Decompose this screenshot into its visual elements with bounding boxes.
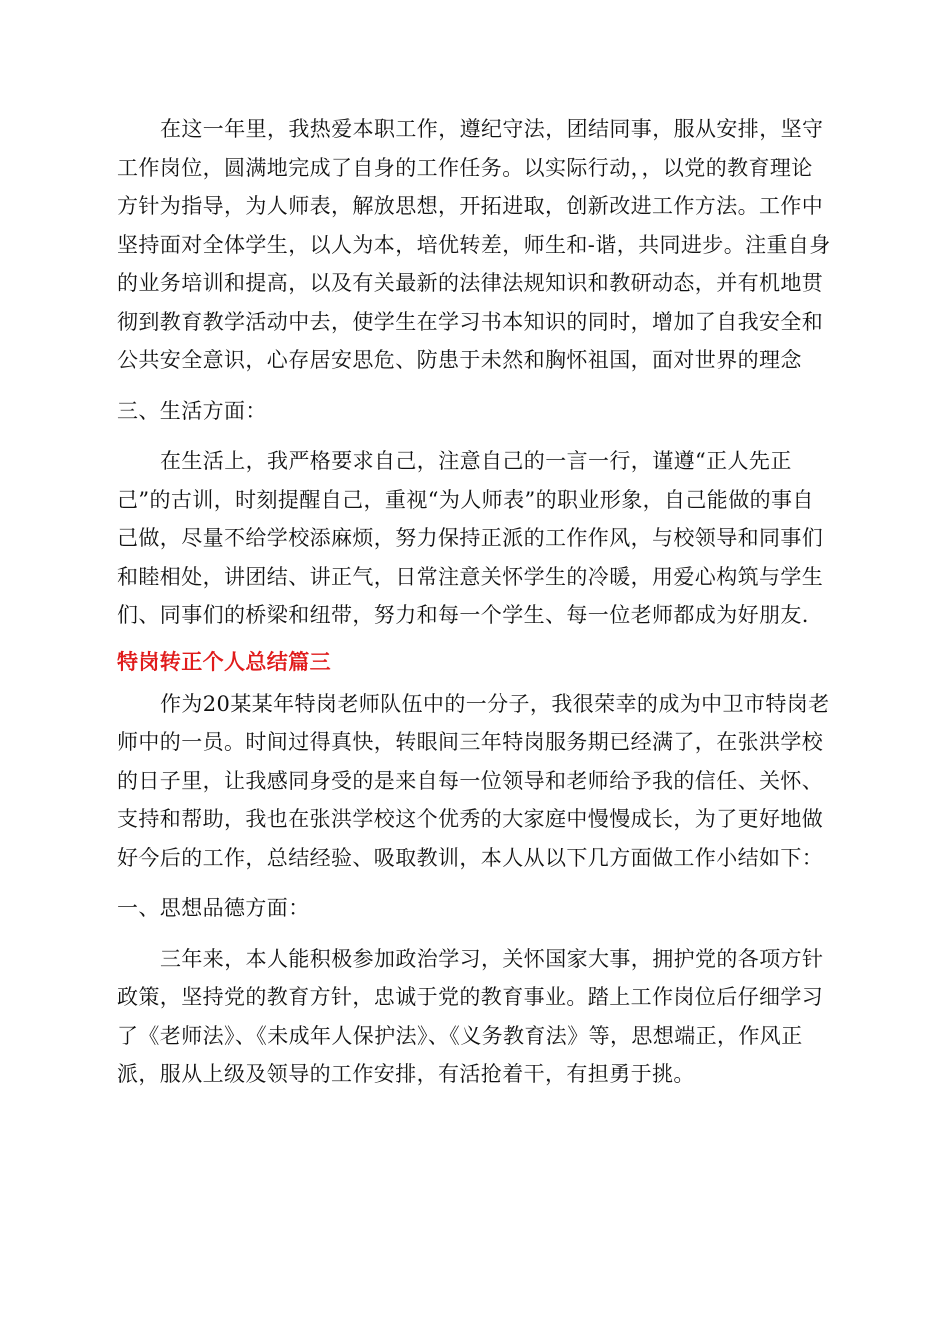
paragraph-ideology: 三年来，本人能积极参加政治学习，关怀国家大事，拥护党的各项方针政策，坚持党的教育方针，忠诚于党的教育事业。踏上工作岗位后仔细学习了《老师法》、《未成年人保护法》、《义务教育法》等，思想端正，作风正派，服从上级及领导的工作安排，有活抢着干，有担勇于挑。	[117, 946, 824, 1086]
paragraph-introduction: 作为20某某年特岗老师队伍中的一分子，我很荣幸的成为中卫市特岗老师中的一员。时间过得真快，转眼间三年特岗服务期已经满了，在张洪学校的日子里，让我感同身受的是来自每一位领导和老师给予我的信任、关怀、支持和帮助，我也在张洪学校这个优秀的大家庭中慢慢成长，为了更好地做好今后的工作，总结经验、吸取教训，本人从以下几方面做工作小结如下：	[117, 691, 830, 870]
heading-summary-part-three: 特岗转正个人总结篇三	[117, 649, 331, 674]
section-title-ideology: 一、思想品德方面：	[117, 896, 310, 920]
paragraph-life: 在生活上，我严格要求自己，注意自己的一言一行，谨遵“正人先正己”的古训，时刻提醒自己，重视“为人师表”的职业形象，自己能做的事自己做，尽量不给学校添麻烦，努力保持正派的工作作风，与校领导和同事们和睦相处，讲团结、讲正气，日常注意关怀学生的冷暖，用爱心构筑与学生们、同事们的桥梁和纽带，努力和每一个学生、每一位老师都成为好朋友.	[117, 449, 824, 627]
paragraph-work-attitude: 在这一年里，我热爱本职工作，遵纪守法，团结同事，服从安排，坚守工作岗位，圆满地完成了自身的工作任务。以实际行动，，以党的教育理论方针为指导，为人师表，解放思想，开拓进取，创新改进工作方法。工作中坚持面对全体学生，以人为本，培优转差，师生和-谐，共同进步。注重自身的业务培训和提高，以及有关最新的法律法规知识和教研动态，并有机地贯彻到教育教学活动中去，使学生在学习书本知识的同时，增加了自我安全和公共安全意识，心存居安思危、防患于未然和胸怀祖国，面对世界的理念	[117, 117, 831, 372]
section-title-life: 三、生活方面：	[117, 398, 267, 423]
document-body	[117, 110, 833, 1094]
